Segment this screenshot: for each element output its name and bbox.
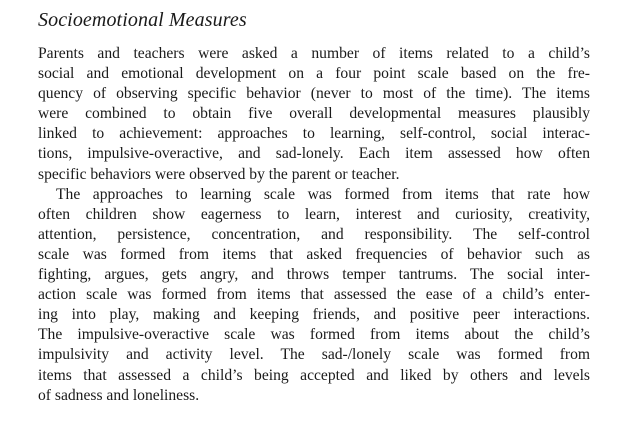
text-line: quency of observing specific behavior (never to most of the time). The items bbox=[38, 85, 590, 103]
section-heading: Socioemotional Measures bbox=[38, 9, 247, 31]
text-line: linked to achievement: approaches to learning, self-control, social interac- bbox=[38, 125, 590, 143]
text-line: were combined to obtain five overall developmental measures plausibly bbox=[38, 105, 590, 123]
text-line: fighting, argues, gets angry, and throws temper tantrums. The social inter- bbox=[38, 266, 590, 284]
text-line: Parents and teachers were asked a number of items related to a child’s bbox=[38, 45, 590, 62]
document-page bbox=[38, 8, 590, 406]
text-line: attention, persistence, concentration, and responsibility. The self-control bbox=[38, 225, 590, 243]
text-line: ing into play, making and keeping friends, and positive peer interactions. bbox=[38, 306, 590, 324]
text-line: action scale was formed from items that assessed the ease of a child’s enter- bbox=[38, 286, 590, 304]
text-line: often children show eagerness to learn, interest and curiosity, creativity, bbox=[38, 205, 590, 223]
text-line: tions, impulsive-overactive, and sad-lonely. Each item assessed how often bbox=[38, 145, 590, 163]
text-line: scale was formed from items that asked frequencies of behavior such as bbox=[38, 245, 590, 263]
paragraph-2 bbox=[38, 185, 590, 406]
text-line: specific behaviors were observed by the parent or teacher. bbox=[38, 165, 400, 183]
text-line: The approaches to learning scale was formed from items that rate how bbox=[56, 185, 590, 203]
text-line: impulsivity and activity level. The sad-/lonely scale was formed from bbox=[38, 346, 590, 364]
text-line: The impulsive-overactive scale was formed from items about the child’s bbox=[38, 326, 590, 344]
text-line: of sadness and loneliness. bbox=[38, 386, 200, 404]
text-line: social and emotional development on a four point scale based on the fre- bbox=[38, 65, 590, 83]
text-line: items that assessed a child’s being accepted and liked by others and levels bbox=[38, 366, 590, 384]
paragraph-1 bbox=[38, 44, 590, 185]
